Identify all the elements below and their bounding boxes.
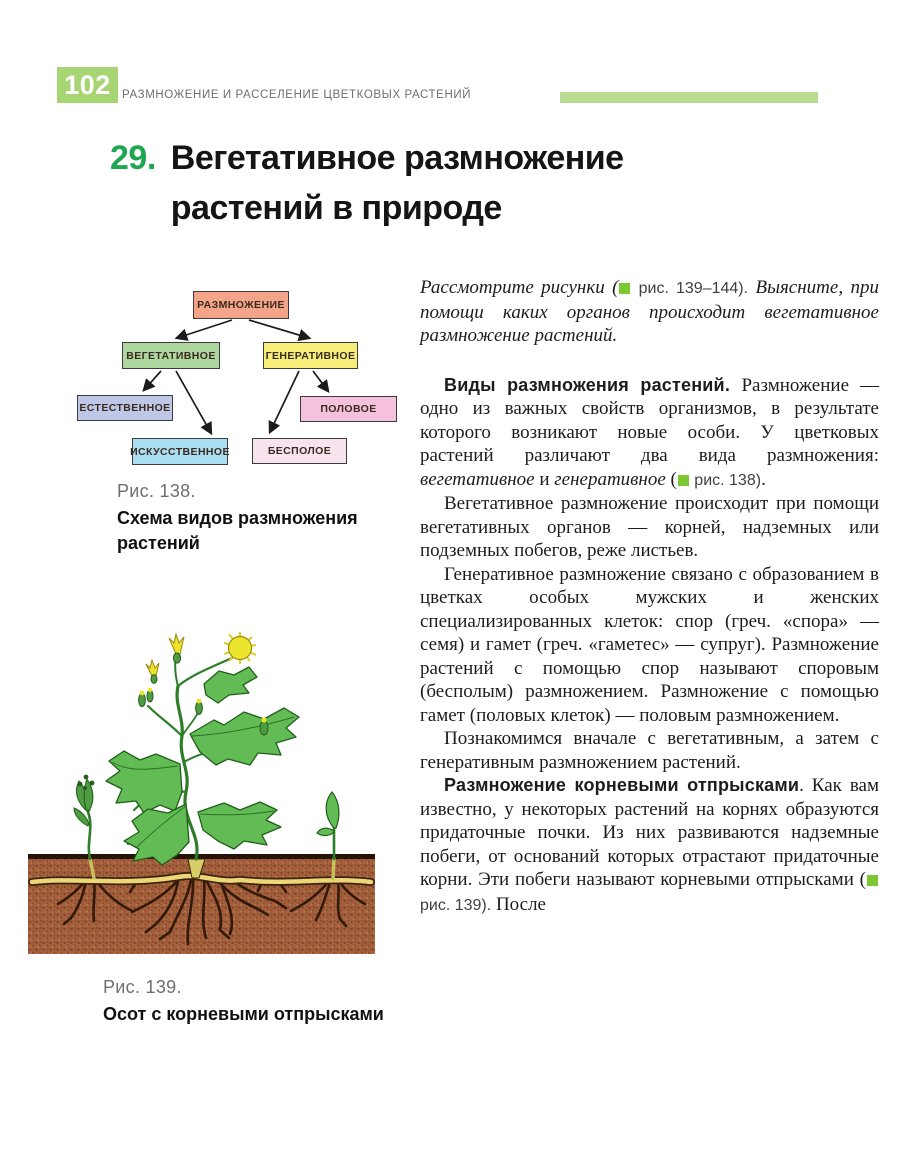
text-run: Рассмотрите рисунки ( (420, 277, 619, 298)
chapter-title (110, 133, 624, 233)
paragraph (420, 727, 879, 774)
text-run: и (534, 468, 555, 490)
article-column (420, 276, 879, 917)
text-run: Размножение корневыми отпрысками (444, 775, 800, 795)
fig139-caption-text: Осот с корневыми отпрысками (103, 1004, 384, 1024)
text-run: Выясните, при помощи каких органов происходит вегетативное размножение растений. (420, 277, 879, 346)
text-run: Познакомимся вначале с вегетативным, а затем с генеративным размножением растений. (420, 728, 879, 773)
flowchart-node-generativnoe: ГЕНЕРАТИВНОЕ (263, 342, 358, 369)
text-run: Размножение — одно из важных свойств организмов, в результате которого возникают новые особи. У цветковых растений различают два вида размножения: (420, 374, 879, 466)
fig139-caption-number: Рис. 139. (103, 977, 182, 997)
figure-ref: рис. 138) (689, 471, 762, 489)
header-bar (560, 92, 818, 103)
figure-ref-square-icon (619, 283, 630, 294)
figure-ref: рис. 139). (420, 896, 492, 914)
paragraph (420, 563, 879, 728)
flowchart-node-razmnozhenie: РАЗМНОЖЕНИЕ (193, 291, 289, 319)
soil-surface-line (28, 854, 375, 859)
fig138-flowchart (60, 283, 405, 475)
chapter-title-line1: Вегетативное размножение (170, 139, 624, 177)
text-run: Виды размножения растений. (444, 374, 742, 395)
page-number-badge: 102 (57, 67, 118, 103)
text-run: После (491, 893, 546, 915)
chapter-number: 29. (110, 139, 156, 177)
figure-ref: рис. 139–144). (631, 280, 749, 297)
fig138-caption-text: Схема видов размножения растений (117, 508, 358, 553)
fig139-caption (103, 977, 413, 1027)
text-run: вегетативное (420, 468, 535, 490)
flowchart-node-polovoe: ПОЛОВОЕ (300, 396, 397, 422)
fig139-illustration (28, 612, 378, 957)
chapter-title-text (171, 133, 624, 233)
flowchart-node-iskusstvennoe: ИСКУССТВЕННОЕ (132, 438, 228, 465)
text-run: . Как вам известно, у некоторых растений на корнях образуются придаточные почки. Из них развиваются надземные побеги, от оснований которых отрастают придаточные корни. Эти побеги называют корневыми отпрысками ( (420, 775, 879, 890)
paragraph (420, 374, 879, 493)
flowchart-node-bespoloe: БЕСПОЛОЕ (252, 438, 347, 464)
text-run: ( (665, 468, 677, 490)
chapter-title-line2: растений в природе (170, 189, 502, 227)
fig138-caption (117, 481, 417, 556)
figure-ref-square-icon (867, 875, 878, 886)
main-plant (106, 632, 299, 878)
horizontal-root (32, 876, 371, 882)
paragraph (420, 774, 879, 917)
text-run: Генеративное размножение связано с образованием в цветках особых мужских и женских специализированных клеток: спор (греч. «спора» — семя) и гамет (греч. «гаметес» — супруг). Размножение растений с помощью спор называют споровым (бесполым) размножением. Размножение с помощью гамет (половых клеток) — половым размножением. (420, 563, 879, 726)
flowchart-node-vegetativnoe: ВЕГЕТАТИВНОЕ (122, 342, 220, 369)
flowchart-node-estestvennoe: ЕСТЕСТВЕННОЕ (77, 395, 173, 421)
running-head: РАЗМНОЖЕНИЕ И РАССЕЛЕНИЕ ЦВЕТКОВЫХ РАСТЕНИЙ (122, 89, 472, 101)
text-run: генеративное (554, 468, 666, 490)
text-run: . (761, 468, 766, 490)
paragraph (420, 492, 879, 563)
fig138-caption-number: Рис. 138. (117, 481, 196, 501)
paragraph (420, 276, 879, 348)
text-run: Вегетативное размножение происходит при помощи вегетативных органов — корней, надземных или подземных побегов, реже листьев. (420, 493, 879, 561)
figure-ref-square-icon (678, 475, 689, 486)
